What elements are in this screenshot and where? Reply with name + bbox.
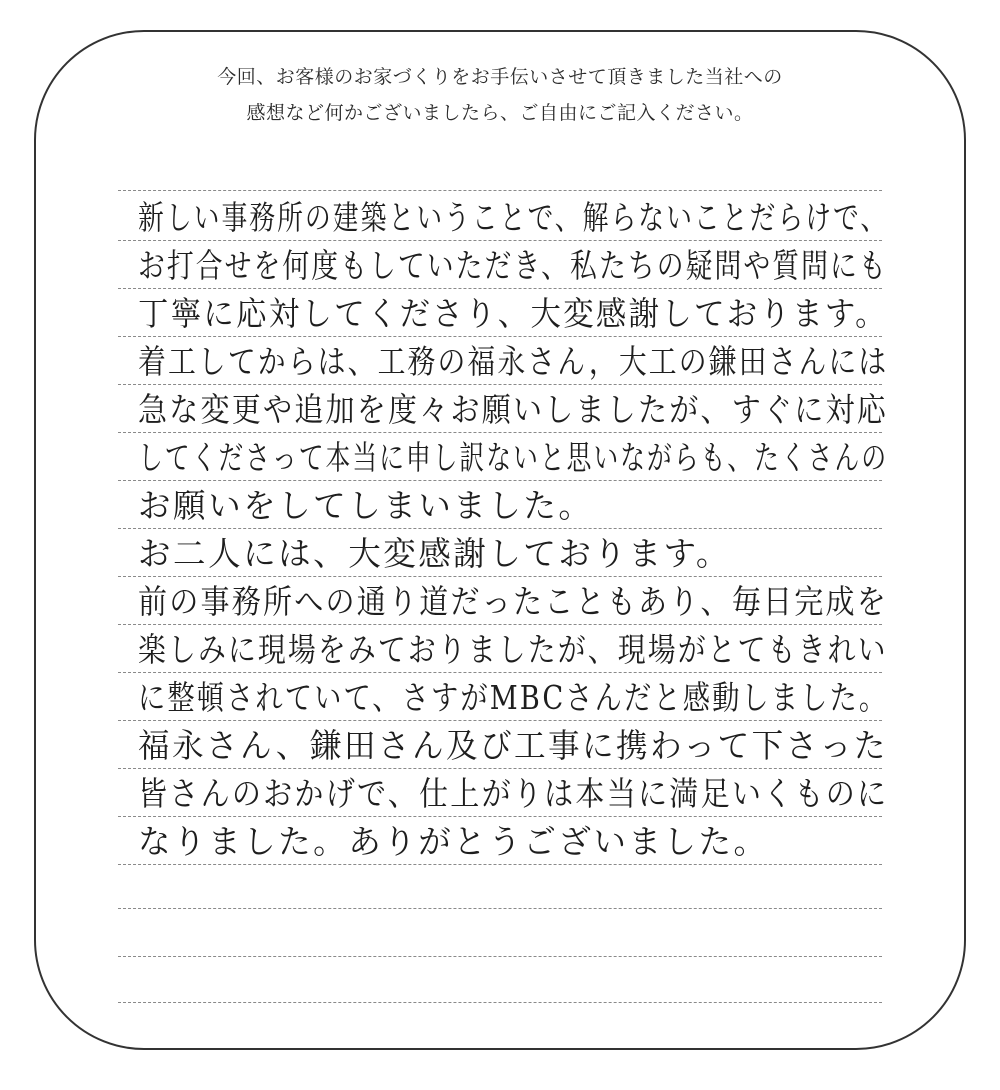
handwritten-line: 皆さんのおかげで、仕上がりは本当に満足いくものに — [138, 774, 889, 813]
ruled-line — [118, 956, 882, 957]
ruled-line — [118, 190, 882, 191]
ruled-line — [118, 384, 882, 385]
handwritten-line: 急な変更や追加を度々お願いしましたが、すぐに対応 — [138, 390, 889, 429]
handwritten-line: なりました。ありがとうございました。 — [138, 822, 769, 861]
prompt-line-2: 感想など何かございましたら、ご自由にご記入ください。 — [246, 102, 754, 124]
ruled-line — [118, 240, 882, 241]
ruled-line — [118, 720, 882, 721]
handwritten-line: してくださって本当に申し訳ないと思いながらも、たくさんの — [138, 438, 888, 477]
handwritten-line: 丁寧に応対してくださり、大変感謝しております。 — [138, 294, 888, 333]
ruled-line — [118, 576, 882, 577]
ruled-line — [118, 816, 882, 817]
ruled-line — [118, 768, 882, 769]
ruled-line — [118, 480, 882, 481]
ruled-line — [118, 288, 882, 289]
handwritten-line: に整頓されていて、さすがMBCさんだと感動しました。 — [138, 678, 889, 717]
ruled-line — [118, 1002, 882, 1003]
handwritten-line: お願いをしてしまいました。 — [138, 486, 594, 525]
handwritten-line: 福永さん、鎌田さん及び工事に携わって下さった — [138, 726, 888, 765]
ruled-line — [118, 908, 882, 909]
ruled-line — [118, 672, 882, 673]
handwritten-line: 新しい事務所の建築ということで、解らないことだらけで、 — [138, 198, 889, 237]
ruled-line — [118, 528, 882, 529]
handwritten-line: 前の事務所への通り道だったこともあり、毎日完成を — [138, 582, 889, 621]
ruled-line — [118, 864, 882, 865]
handwritten-line: 楽しみに現場をみておりましたが、現場がとてもきれい — [138, 630, 888, 669]
handwritten-line: お二人には、大変感謝しております。 — [138, 534, 731, 573]
handwritten-line: 着工してからは、工務の福永さん，大工の鎌田さんには — [138, 342, 889, 381]
handwritten-line: お打合せを何度もしていただき、私たちの疑問や質問にも — [138, 246, 888, 285]
ruled-line — [118, 432, 882, 433]
ruled-line — [118, 624, 882, 625]
prompt-line-1: 今回、お客様のお家づくりをお手伝いさせて頂きました当社への — [217, 66, 783, 88]
ruled-line — [118, 336, 882, 337]
